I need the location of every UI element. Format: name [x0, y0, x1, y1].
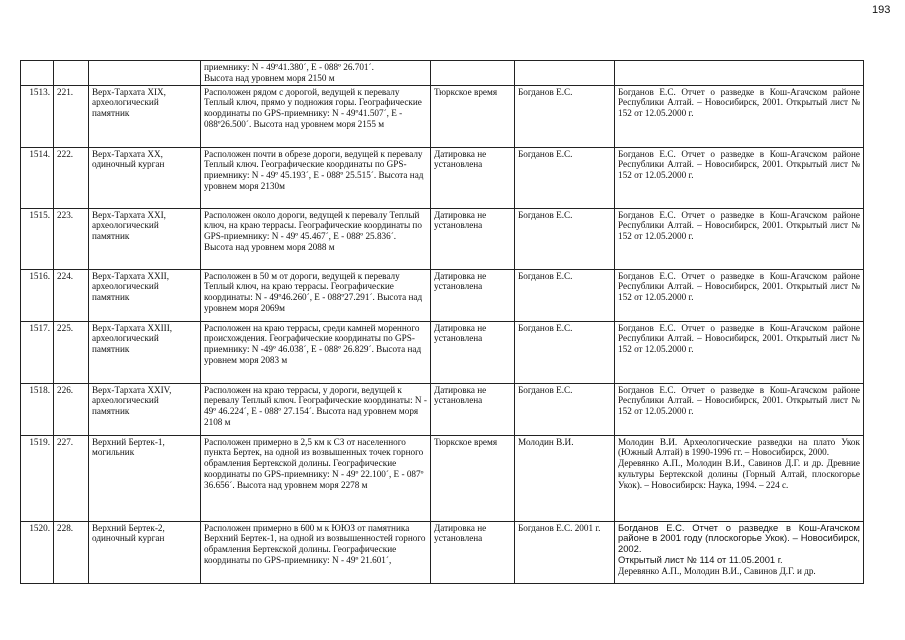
index-cell: 1520.	[21, 521, 54, 583]
dating-cell: Датировка не установлена	[431, 383, 515, 435]
author-cell: Богданов Е.С.	[515, 85, 615, 147]
table-row	[21, 383, 864, 435]
number-cell: 225.	[54, 321, 89, 383]
dating-cell: Тюркское время	[431, 435, 515, 521]
source-entry: Богданов Е.С. Отчет о разведке в Кош-Агачском районе Республики Алтай. – Новосибирск, 2001. Открытый лист № 152 от 12.05.2000 г.	[618, 322, 860, 355]
number-cell: 224.	[54, 269, 89, 321]
name-cell: Верхний Бертек-2, одиночный курган	[89, 521, 201, 583]
index-cell: 1517.	[21, 321, 54, 383]
source-entry: Молодин В.И. Археологические разведки на плато Укок (Южный Алтай) в 1990-1996 гг. – Новосибирск, 2000.	[618, 436, 860, 458]
dating-cell: Датировка не установлена	[431, 269, 515, 321]
table-row	[21, 147, 864, 208]
index-cell	[21, 61, 54, 86]
number-cell: 228.	[54, 521, 89, 583]
sources-cell	[615, 85, 864, 147]
dating-cell	[431, 61, 515, 86]
sources-cell	[615, 435, 864, 521]
table-row	[21, 435, 864, 521]
location-cell: Расположен почти в обрезе дороги, ведущей к перевалу Теплый ключ. Географические координаты по GPS-приемнику: N - 49º 45.193´, E - 088º 25.515´. Высота над уровнем моря 2130м	[201, 147, 431, 208]
dating-cell: Датировка не установлена	[431, 147, 515, 208]
location-cell: Расположен на краю террасы, среди камней моренного происхождения. Географические координаты по GPS-приемнику: N -49º 46.038´, E - 088º 26.829´. Высота над уровнем моря 2083 м	[201, 321, 431, 383]
table-row	[21, 521, 864, 583]
author-cell: Богданов Е.С.	[515, 321, 615, 383]
sources-cell	[615, 383, 864, 435]
source-entry: Богданов Е.С. Отчет о разведке в Кош-Агачском районе Республики Алтай. – Новосибирск, 2001. Открытый лист № 152 от 12.05.2000 г.	[618, 148, 860, 181]
dating-cell: Датировка не установлена	[431, 321, 515, 383]
monument-registry-table	[20, 60, 864, 584]
name-cell: Верх-Тархата XXI, археологический памятник	[89, 208, 201, 269]
page-number: 193	[872, 4, 891, 16]
source-entry: Богданов Е.С. Отчет о разведке в Кош-Агачском районе в 2001 году (плоскогорье Укок). – Новосибирск, 2002.	[618, 521, 860, 555]
author-cell: Богданов Е.С.	[515, 208, 615, 269]
number-cell	[54, 61, 89, 86]
sources-cell	[615, 269, 864, 321]
index-cell: 1514.	[21, 147, 54, 208]
table-row	[21, 321, 864, 383]
index-cell: 1518.	[21, 383, 54, 435]
name-cell	[89, 61, 201, 86]
number-cell: 221.	[54, 85, 89, 147]
location-cell: Расположен примерно в 600 м к ЮЮЗ от памятника Верхний Бертек-1, на одной из возвышенностей горного обрамления Бертекской долины. Географические координаты по GPS-приемнику: N - 49º 21.601´,	[201, 521, 431, 583]
source-entry: Деревянко А.П., Молодин В.И., Савинов Д.Г. и др. Древние культуры Бертекской долины (Горный Алтай, плоскогорье Укок). – Новосибирск: Наука, 1994. – 224 с.	[618, 458, 860, 490]
sources-cell	[615, 521, 864, 583]
number-cell: 222.	[54, 147, 89, 208]
table-row-continued	[21, 61, 864, 86]
author-cell: Богданов Е.С. 2001 г.	[515, 521, 615, 583]
sources-cell	[615, 61, 864, 86]
location-cell: Расположен около дороги, ведущей к перевалу Теплый ключ, на краю террасы. Географические координаты по GPS-приемнику: N - 49º 45.467´, E - 088º 25.836´. Высота над уровнем моря 2088 м	[201, 208, 431, 269]
sources-cell	[615, 321, 864, 383]
name-cell: Верх-Тархата XXII, археологический памятник	[89, 269, 201, 321]
index-cell: 1516.	[21, 269, 54, 321]
location-cell	[201, 61, 431, 86]
source-entry: Богданов Е.С. Отчет о разведке в Кош-Агачском районе Республики Алтай. – Новосибирск, 2001. Открытый лист № 152 от 12.05.2000 г.	[618, 209, 860, 242]
dating-cell: Датировка не установлена	[431, 521, 515, 583]
name-cell: Верх-Тархата XIX, археологический памятник	[89, 85, 201, 147]
location-line: Высота над уровнем моря 2150 м	[204, 72, 335, 83]
location-line: приемнику: N - 49º41.380´, E - 088º 26.701´.	[204, 62, 374, 72]
source-entry: Открытый лист № 114 от 11.05.2001 г.	[618, 553, 783, 565]
author-cell	[515, 61, 615, 86]
number-cell: 223.	[54, 208, 89, 269]
author-cell: Богданов Е.С.	[515, 269, 615, 321]
table-row	[21, 208, 864, 269]
number-cell: 227.	[54, 435, 89, 521]
source-entry: Деревянко А.П., Молодин В.И., Савинов Д.Г. и др.	[618, 565, 816, 576]
name-cell: Верх-Тархата XXIV, археологический памятник	[89, 383, 201, 435]
dating-cell: Тюркское время	[431, 85, 515, 147]
location-cell: Расположен в 50 м от дороги, ведущей к перевалу Теплый ключ, на краю террасы. Географические координаты: N - 49º46.260´, E - 088º27.291´. Высота над уровнем моря 2069м	[201, 269, 431, 321]
sources-cell	[615, 147, 864, 208]
author-cell: Богданов Е.С.	[515, 147, 615, 208]
location-cell: Расположен рядом с дорогой, ведущей к перевалу Теплый ключ, прямо у подножия горы. Географические координаты по GPS-приемнику: N - 49º41.507´, E - 088º26.500´. Высота над уровнем моря 2155 м	[201, 85, 431, 147]
dating-cell: Датировка не установлена	[431, 208, 515, 269]
source-entry: Богданов Е.С. Отчет о разведке в Кош-Агачском районе Республики Алтай. – Новосибирск, 2001. Открытый лист № 152 от 12.05.2000 г.	[618, 86, 860, 119]
name-cell: Верхний Бертек-1, могильник	[89, 435, 201, 521]
index-cell: 1513.	[21, 85, 54, 147]
author-cell: Молодин В.И.	[515, 435, 615, 521]
name-cell: Верх-Тархата XXIII, археологический памятник	[89, 321, 201, 383]
table-row	[21, 269, 864, 321]
author-cell: Богданов Е.С.	[515, 383, 615, 435]
index-cell: 1519.	[21, 435, 54, 521]
source-entry: Богданов Е.С. Отчет о разведке в Кош-Агачском районе Республики Алтай. – Новосибирск, 2001. Открытый лист № 152 от 12.05.2000 г.	[618, 270, 860, 303]
number-cell: 226.	[54, 383, 89, 435]
index-cell: 1515.	[21, 208, 54, 269]
location-cell: Расположен примерно в 2,5 км к СЗ от населенного пункта Бертек, на одной из возвышенных точек горного обрамления Бертекской долины. Географические координаты по GPS-приемнику: N - 49º 22.100´, E - 087º 36.656´. Высота над уровнем моря 2278 м	[201, 435, 431, 521]
location-cell: Расположен на краю террасы, у дороги, ведущей к перевалу Теплый ключ. Географические координаты: N - 49º 46.224´, E - 088º 27.154´. Высота над уровнем моря 2108 м	[201, 383, 431, 435]
source-entry: Богданов Е.С. Отчет о разведке в Кош-Агачском районе Республики Алтай. – Новосибирск, 2001. Открытый лист № 152 от 12.05.2000 г.	[618, 384, 860, 417]
sources-cell	[615, 208, 864, 269]
table-row	[21, 85, 864, 147]
name-cell: Верх-Тархата XX, одиночный курган	[89, 147, 201, 208]
